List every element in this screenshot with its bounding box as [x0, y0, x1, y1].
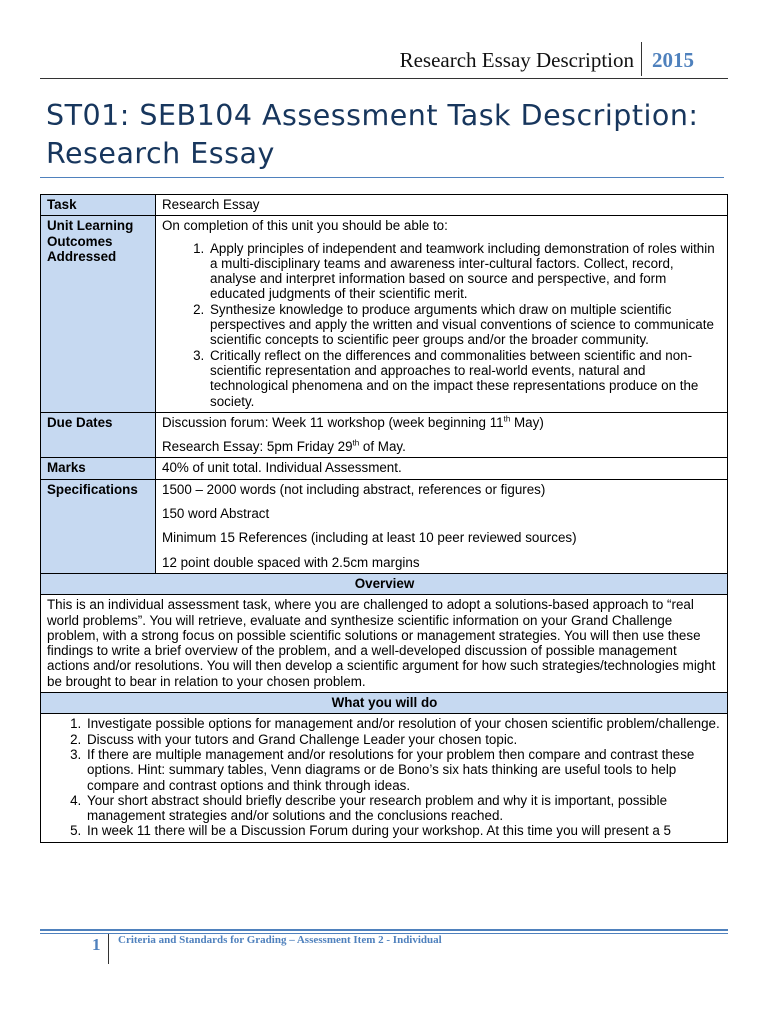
outcome-item: 3. Critically reflect on the differences and commonalities between scientific and non-scientific representation and approaches to real-world events, natural and technological phenomena and on the impact these representations produce on the society. [208, 348, 722, 409]
task-label: Task [41, 195, 156, 216]
specifications-cell [156, 479, 728, 573]
marks-label: Marks [41, 458, 156, 479]
step-item: 2. Discuss with your tutors and Grand Challenge Leader your chosen topic. [85, 732, 722, 747]
header-rule [40, 78, 728, 79]
step-item: 5. In week 11 there will be a Discussion Forum during your workshop. At this time you will present a 5 [85, 823, 722, 838]
specifications-label: Specifications [41, 479, 156, 573]
spec-item: 150 word Abstract [162, 506, 270, 522]
header-divider [641, 42, 642, 76]
page-number: 1 [92, 935, 101, 954]
step-item: 1. Investigate possible options for management and/or resolution of your chosen scientific problem/challenge. [85, 716, 722, 731]
forum-date-suffix: th [503, 414, 511, 424]
forum-date-end: May) [510, 414, 544, 430]
outcomes-cell [156, 216, 728, 413]
outcomes-intro: On completion of this unit you should be able to: [162, 218, 448, 234]
essay-date-text: Research Essay: 5pm Friday 29 [162, 439, 353, 455]
step-item: 4. Your short abstract should briefly describe your research problem and why it is important, possible management strategies and/or solutions and the conclusions reached. [85, 793, 722, 824]
outcomes-list [162, 241, 722, 409]
outcomes-label: Unit Learning Outcomes Addressed [41, 216, 156, 413]
header-year: 2015 [652, 48, 694, 72]
title-rule [40, 177, 724, 178]
spec-item: 12 point double spaced with 2.5cm margins [162, 554, 420, 570]
footer-text: Criteria and Standards for Grading – Assessment Item 2 - Individual [118, 934, 442, 946]
essay-date-end: of May. [359, 439, 406, 455]
assessment-table [40, 194, 728, 843]
what-you-will-do-row [41, 714, 728, 842]
header-title: Research Essay Description [399, 48, 634, 72]
specifications-row [41, 479, 728, 573]
document-title: ST01: SEB104 Assessment Task Description: Research Essay [46, 99, 699, 170]
forum-date-text: Discussion forum: Week 11 workshop (week beginning 11 [162, 414, 504, 430]
spec-item: 1500 – 2000 words (not including abstract, references or figures) [162, 481, 546, 497]
outcome-item: 2. Synthesize knowledge to produce arguments which draw on multiple scientific perspectives and apply the written and visual conventions of science to communicate scientific concepts to scientific peer groups and/or the broader community. [208, 302, 722, 348]
overview-heading: Overview [41, 573, 728, 594]
due-dates-row [41, 412, 728, 458]
task-value: Research Essay [156, 195, 728, 216]
spec-item: Minimum 15 References (including at least 10 peer reviewed sources) [162, 530, 577, 546]
forum-due-date [162, 415, 722, 430]
due-dates-label: Due Dates [41, 412, 156, 458]
page-header [0, 40, 728, 80]
overview-text: This is an individual assessment task, where you are challenged to adopt a solutions-based approach to “real world problems”. You will retrieve, evaluate and synthesize scientific information on your Grand Challenge problem, with a strong focus on possible scientific solutions or management strategies. You will then use these findings to write a brief overview of the problem, and a well-developed discussion of possible management actions and/or resolutions. You will then develop a scientific argument for how such strategies/technologies might be brought to bear in relation to your chosen problem. [41, 595, 728, 693]
essay-date-suffix: th [352, 438, 360, 448]
what-you-will-do-cell [41, 714, 728, 842]
what-you-will-do-heading: What you will do [41, 693, 728, 714]
outcomes-row [41, 216, 728, 413]
outcome-item: 1. Apply principles of independent and teamwork including demonstration of roles within a multi-disciplinary teams and awareness inter-cultural factors. Collect, record, analyse and interpret information based on source and perspective, and form educated judgments of their scientific merit. [208, 241, 722, 302]
footer-rule [40, 929, 728, 931]
overview-row [41, 595, 728, 693]
steps-list [47, 716, 722, 838]
overview-heading-row [41, 573, 728, 594]
marks-row [41, 458, 728, 479]
step-item: 3. If there are multiple management and/or resolutions for your problem then compare and contrast these options. Hint: summary tables, Venn diagrams or de Bono’s six hats thinking are useful tools to help compare and contrast options and think through ideas. [85, 747, 722, 793]
what-you-will-do-heading-row [41, 693, 728, 714]
footer-divider [108, 934, 109, 964]
essay-due-date [162, 439, 722, 454]
task-row [41, 195, 728, 216]
due-dates-cell [156, 412, 728, 458]
marks-value: 40% of unit total. Individual Assessment. [156, 458, 728, 479]
